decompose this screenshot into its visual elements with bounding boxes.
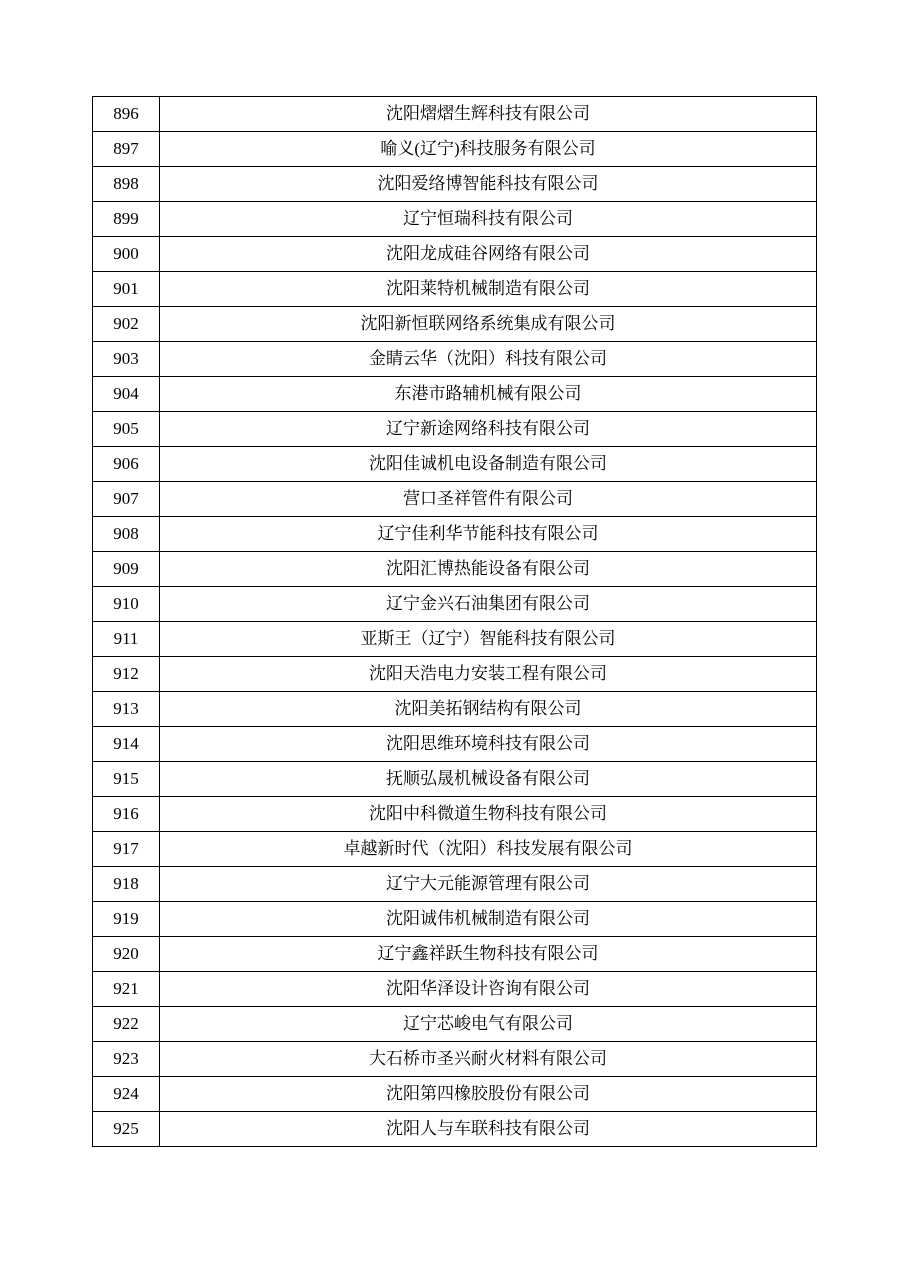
company-listing-table [92, 96, 817, 1147]
row-index-cell: 924 [93, 1077, 160, 1112]
table-row [93, 797, 817, 832]
table-row [93, 762, 817, 797]
company-name-cell: 沈阳新恒联网络系统集成有限公司 [160, 307, 817, 342]
company-name-cell: 沈阳熠熠生辉科技有限公司 [160, 97, 817, 132]
table-row [93, 272, 817, 307]
table-row [93, 307, 817, 342]
table-row [93, 447, 817, 482]
row-index-cell: 914 [93, 727, 160, 762]
row-index-cell: 903 [93, 342, 160, 377]
row-index-cell: 897 [93, 132, 160, 167]
row-index-cell: 921 [93, 972, 160, 1007]
company-name-cell: 沈阳诚伟机械制造有限公司 [160, 902, 817, 937]
company-name-cell: 沈阳第四橡胶股份有限公司 [160, 1077, 817, 1112]
table-row [93, 97, 817, 132]
company-name-cell: 东港市路辅机械有限公司 [160, 377, 817, 412]
table-row [93, 412, 817, 447]
table-row [93, 377, 817, 412]
company-name-cell: 沈阳天浩电力安装工程有限公司 [160, 657, 817, 692]
company-name-cell: 沈阳美拓钢结构有限公司 [160, 692, 817, 727]
row-index-cell: 909 [93, 552, 160, 587]
company-name-cell: 沈阳思维环境科技有限公司 [160, 727, 817, 762]
table-row [93, 867, 817, 902]
company-name-cell: 沈阳龙成硅谷网络有限公司 [160, 237, 817, 272]
company-name-cell: 沈阳爱络博智能科技有限公司 [160, 167, 817, 202]
company-name-cell: 金睛云华（沈阳）科技有限公司 [160, 342, 817, 377]
row-index-cell: 900 [93, 237, 160, 272]
row-index-cell: 915 [93, 762, 160, 797]
table-row [93, 832, 817, 867]
table-row [93, 1077, 817, 1112]
table-row [93, 1112, 817, 1147]
company-name-cell: 卓越新时代（沈阳）科技发展有限公司 [160, 832, 817, 867]
row-index-cell: 919 [93, 902, 160, 937]
row-index-cell: 911 [93, 622, 160, 657]
row-index-cell: 905 [93, 412, 160, 447]
company-name-cell: 喻义(辽宁)科技服务有限公司 [160, 132, 817, 167]
table-row [93, 237, 817, 272]
row-index-cell: 916 [93, 797, 160, 832]
company-name-cell: 辽宁鑫祥跃生物科技有限公司 [160, 937, 817, 972]
row-index-cell: 904 [93, 377, 160, 412]
company-name-cell: 大石桥市圣兴耐火材料有限公司 [160, 1042, 817, 1077]
table-row [93, 622, 817, 657]
table-row [93, 937, 817, 972]
table-row [93, 587, 817, 622]
company-name-cell: 辽宁佳利华节能科技有限公司 [160, 517, 817, 552]
company-name-cell: 辽宁新途网络科技有限公司 [160, 412, 817, 447]
row-index-cell: 896 [93, 97, 160, 132]
company-name-cell: 沈阳华泽设计咨询有限公司 [160, 972, 817, 1007]
table-row [93, 902, 817, 937]
row-index-cell: 918 [93, 867, 160, 902]
row-index-cell: 923 [93, 1042, 160, 1077]
company-name-cell: 亚斯王（辽宁）智能科技有限公司 [160, 622, 817, 657]
row-index-cell: 898 [93, 167, 160, 202]
row-index-cell: 925 [93, 1112, 160, 1147]
table-row [93, 972, 817, 1007]
row-index-cell: 906 [93, 447, 160, 482]
company-name-cell: 沈阳莱特机械制造有限公司 [160, 272, 817, 307]
table-row [93, 727, 817, 762]
row-index-cell: 917 [93, 832, 160, 867]
row-index-cell: 922 [93, 1007, 160, 1042]
company-name-cell: 沈阳佳诚机电设备制造有限公司 [160, 447, 817, 482]
table-row [93, 517, 817, 552]
row-index-cell: 910 [93, 587, 160, 622]
table-row [93, 1042, 817, 1077]
row-index-cell: 902 [93, 307, 160, 342]
company-name-cell: 辽宁大元能源管理有限公司 [160, 867, 817, 902]
company-name-cell: 沈阳中科微道生物科技有限公司 [160, 797, 817, 832]
company-listing-body [93, 97, 817, 1147]
table-row [93, 657, 817, 692]
company-name-cell: 沈阳汇博热能设备有限公司 [160, 552, 817, 587]
row-index-cell: 908 [93, 517, 160, 552]
table-row [93, 167, 817, 202]
table-row [93, 552, 817, 587]
row-index-cell: 907 [93, 482, 160, 517]
company-name-cell: 辽宁芯峻电气有限公司 [160, 1007, 817, 1042]
company-name-cell: 辽宁金兴石油集团有限公司 [160, 587, 817, 622]
table-row [93, 482, 817, 517]
row-index-cell: 901 [93, 272, 160, 307]
company-name-cell: 沈阳人与车联科技有限公司 [160, 1112, 817, 1147]
company-name-cell: 抚顺弘晟机械设备有限公司 [160, 762, 817, 797]
row-index-cell: 913 [93, 692, 160, 727]
row-index-cell: 899 [93, 202, 160, 237]
table-row [93, 342, 817, 377]
table-row [93, 1007, 817, 1042]
company-name-cell: 辽宁恒瑞科技有限公司 [160, 202, 817, 237]
row-index-cell: 912 [93, 657, 160, 692]
table-row [93, 132, 817, 167]
company-name-cell: 营口圣祥管件有限公司 [160, 482, 817, 517]
table-row [93, 202, 817, 237]
table-row [93, 692, 817, 727]
row-index-cell: 920 [93, 937, 160, 972]
